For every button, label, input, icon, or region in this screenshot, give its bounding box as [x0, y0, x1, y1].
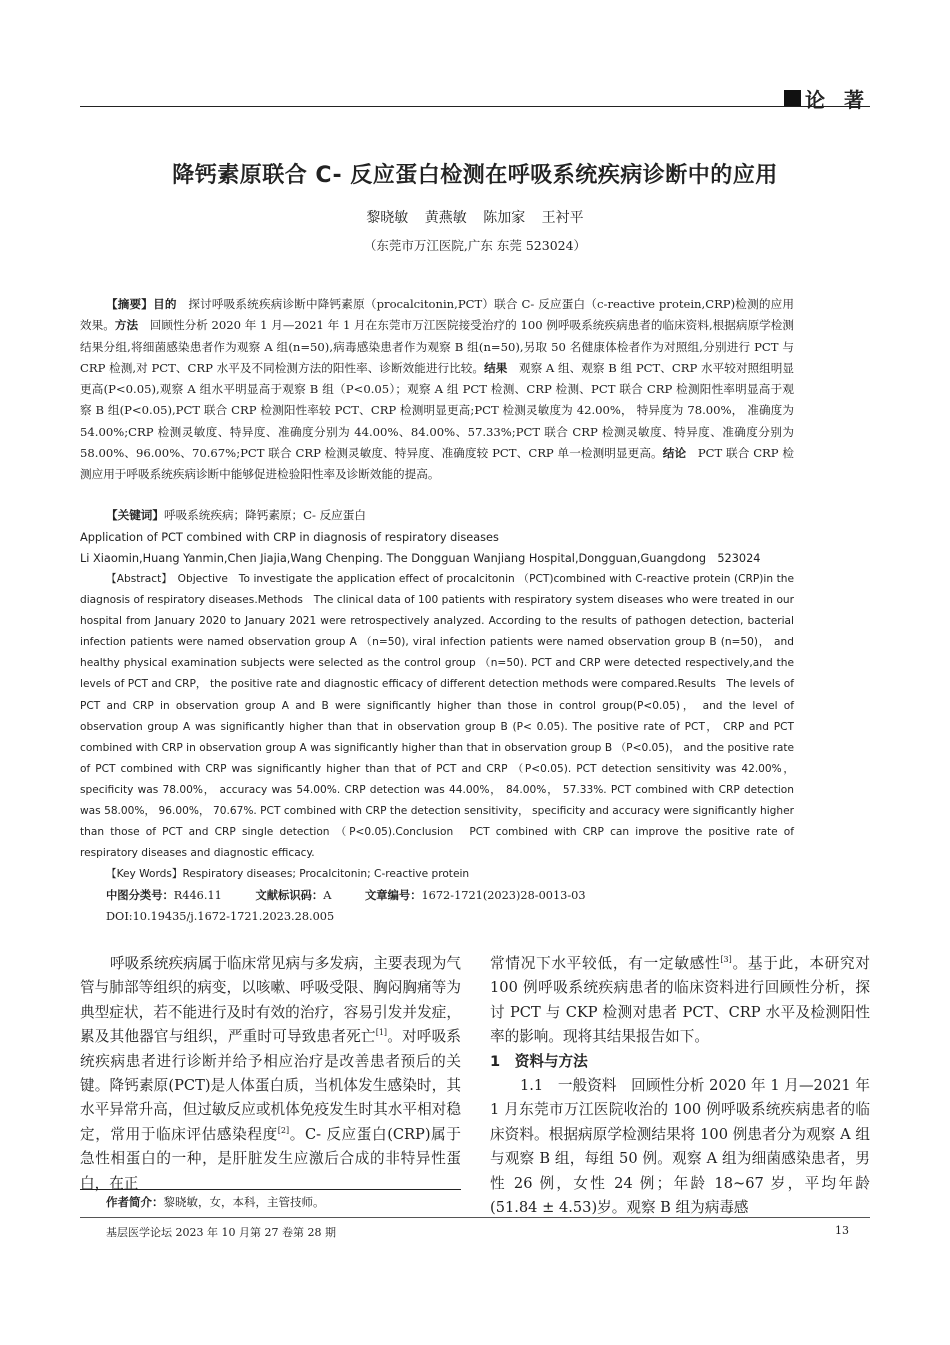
author-note-text: 黎晓敏，女，本科，主管技师。 [163, 1195, 325, 1209]
body-text: 。基于此，本研究对 100 例呼吸系统疾病患者的临床资料进行回顾性分析，探讨 PCT 与 CKP 检测对患者 PCT、CRP 水平及检测阳性率的影响。现将其结果报告如下。 [490, 955, 870, 1046]
conclusion-text: PCT 联合 CRP 检测应用于呼吸系统疾病诊断中能够促进检验阳性率及诊断效能的提高。 [80, 446, 794, 482]
clc-label: 中图分类号： [106, 889, 174, 902]
citation-ref[interactable]: [2] [277, 1125, 290, 1135]
objective-text: 探讨呼吸系统疾病诊断中降钙素原（procalcitonin,PCT）联合 C- 反应蛋白（c-reactive protein,CRP)检测的应用效果。 [80, 297, 794, 333]
section-marker-square [784, 90, 801, 107]
abstract-cn [80, 294, 794, 486]
body-text: 呼吸系统疾病属于临床常见病与多发病，主要表现为气管与肺部等组织的病变，以咳嗽、呼吸受限、胸闷胸痛等为典型症状，若不能进行及时有效的治疗，容易引发并发症，累及其他器官与组织，严重时可导致患者死亡 [80, 955, 461, 1046]
body-text: 常情况下水平较低，有一定敏感性 [490, 955, 721, 972]
subsection-heading: 1.1 一般资料 [520, 1077, 617, 1095]
objective-label: 目的 [153, 297, 177, 311]
footnote-rule [80, 1189, 461, 1190]
body-text: 回顾性分析 2020 年 1 月—2021 年 1 月东莞市万江医院收治的 100 例呼吸系统疾病患者的临床资料。根据病原学检测结果将 100 例患者分为观察 A 组与观察 B 组，每组 50 例。观察 A 组为细菌感染患者，男性 26 例，女性 24 例；年龄 18~67 岁，平均年龄(51.84 ± 4.53)岁。观察 B 组为病毒感 [490, 1077, 870, 1217]
results-label: 结果 [484, 360, 508, 375]
conclusion-label: 结论 [662, 446, 687, 461]
footer-rule [80, 1217, 870, 1218]
abstract-cn-label: 【摘要】 [106, 297, 154, 311]
keywords-cn [80, 505, 794, 525]
body-text: 。C- 反应蛋白(CRP)属于急性相蛋白的一种，是肝脏发生应激后合成的非特异性蛋白，在正 [80, 1125, 461, 1192]
body-right-column [490, 952, 870, 1220]
results-text: 观察 A 组、观察 B 组 PCT、CRP 水平较对照组明显更高(P<0.05),观察 A 组水平明显高于观察 B 组（P<0.05）；观察 A 组 PCT 检测、CRP 检测、PCT 联合 CRP 检测阳性率明显高于观察 B 组(P<0.05),PCT 联合 CRP 检测阳性率较 PCT、CRP 检测明显更高;PCT 检测灵敏度为 42.00%， 特异度为 78.00%， 准确度为 54.00%;CRP 检测灵敏度、特异度、准确度分别为 44.00%、84.00%、57.33%;PCT 联合 CRP 检测灵敏度、特异度、准确度分别为 58.00%、96.00%、70.67%;PCT 联合 CRP 检测灵敏度、特异度、准确度较 PCT、CRP 单一检测明显更高。 [80, 360, 795, 461]
header-rule [80, 106, 870, 107]
article-title: 降钙素原联合 C- 反应蛋白检测在呼吸系统疾病诊断中的应用 [172, 163, 778, 188]
article-no-value: 1672-1721(2023)28-0013-03 [421, 889, 586, 902]
doc-code-value: A [323, 889, 332, 902]
section-tag [784, 84, 870, 113]
methods-en-label: Methods [257, 594, 303, 607]
doi: DOI:10.19435/j.1672-1721.2023.28.005 [106, 910, 335, 923]
keywords-cn-label: 【关键词】 [106, 508, 164, 522]
article-no-label: 文章编号： [365, 889, 422, 902]
journal-info: 基层医学论坛 2023 年 10 月第 27 卷第 28 期 [106, 1226, 336, 1239]
citation-ref[interactable]: [3] [720, 955, 732, 965]
body-text: 。对呼吸系统疾病患者进行诊断并给予相应治疗是改善患者预后的关键。降钙素原(PCT)是人体蛋白质，当机体发生感染时，其水平异常升高，但过敏反应或机体免疫发生时其水平相对稳定，常用于临床评估感染程度 [80, 1028, 461, 1143]
body-left-column [80, 952, 461, 1196]
english-authors: Li Xiaomin,Huang Yanmin,Chen Jiajia,Wang Chenping. The Dongguan Wanjiang Hospital,Dongguan,Guangdong 523024 [80, 552, 761, 565]
citation-ref[interactable]: [1] [375, 1028, 388, 1038]
english-title: Application of PCT combined with CRP in diagnosis of respiratory diseases [80, 531, 499, 544]
methods-label: 方法 [114, 318, 139, 333]
author-note-label: 作者简介： [106, 1195, 164, 1209]
keywords-en-text: Respiratory diseases; Procalcitonin; C-reactive protein [182, 868, 470, 880]
abstract-en-label: 【Abstract】 [106, 573, 167, 585]
methods-en-text: The clinical data of 100 patients with respiratory system diseases who were treated in our hospital from January 2020 to January 2021 were retrospectively analyzed. According to the results of pathogen detection, bacterial infection patients were named observation group A （n=50), viral infection patients were named observation group B (n=50)， and healthy physical examination subjects were selected as the control group （n=50). PCT and CRP were detected respectively,and the levels of PCT and CRP， the positive rate and diagnostic efficacy of different detection methods were compared. [80, 594, 794, 691]
conclusion-en-label: Conclusion [395, 826, 454, 839]
section-heading: 1 资料与方法 [490, 1052, 588, 1070]
section-label: 论 著 [805, 88, 870, 112]
keywords-en-label: 【Key Words】 [106, 868, 183, 880]
article-affiliation: （东莞市万江医院,广东 东莞 523024） [363, 238, 587, 253]
author-note [106, 1194, 325, 1210]
article-authors: 黎晓敏 黄燕敏 陈加家 王衬平 [366, 210, 584, 226]
results-en-label: Results [677, 678, 716, 691]
clc-value: R446.11 [173, 889, 222, 902]
objective-en-label: Objective [177, 573, 228, 585]
doc-code-label: 文献标识码： [255, 889, 324, 902]
keywords-cn-text: 呼吸系统疾病；降钙素原；C- 反应蛋白 [163, 508, 366, 522]
abstract-en [80, 569, 794, 864]
article-meta [106, 885, 616, 927]
conclusion-en-text: PCT combined with CRP can improve the positive rate of respiratory diseases and diagnostic efficacy. [80, 826, 794, 860]
results-en-text: The levels of PCT and CRP in observation group A and B were significantly higher than those in control group(P<0.05)， and the level of observation group A was significantly higher than that in observation group B (P< 0.05). The positive rate of PCT， CRP and PCT combined with CRP in observation group A was significantly higher than that in observation group B （P<0.05)， and the positive rate of PCT combined with CRP was significantly higher than that of PCT and CRP （P<0.05). PCT detection sensitivity was 42.00%， specificity was 78.00%， accuracy was 54.00%. CRP detection was 44.00%， 84.00%， 57.33%. PCT combined with CRP detection was 58.00%， 96.00%， 70.67%. PCT combined with CRP the detection sensitivity， specificity and accuracy were significantly higher than those of PCT and CRP single detection （P<0.05). [80, 678, 794, 839]
page-number: 13 [835, 1224, 849, 1237]
methods-text: 回顾性分析 2020 年 1 月—2021 年 1 月在东莞市万江医院接受治疗的 100 例呼吸系统疾病患者的临床资料,根据病原学检测结果分组,将细菌感染患者作为观察 A 组(n=50),病毒感染患者作为观察 B 组(n=50),另取 50 名健康体检者作为对照组,分别进行 PCT 与 CRP 检测,对 PCT、CRP 水平及不同检测方法的阳性率、诊断效能进行比较。 [80, 318, 794, 375]
keywords-en [80, 864, 794, 884]
objective-en-text: To investigate the application effect of procalcitonin （PCT)combined with C-reactive protein (CRP)in the diagnosis of respiratory diseases. [80, 573, 795, 607]
